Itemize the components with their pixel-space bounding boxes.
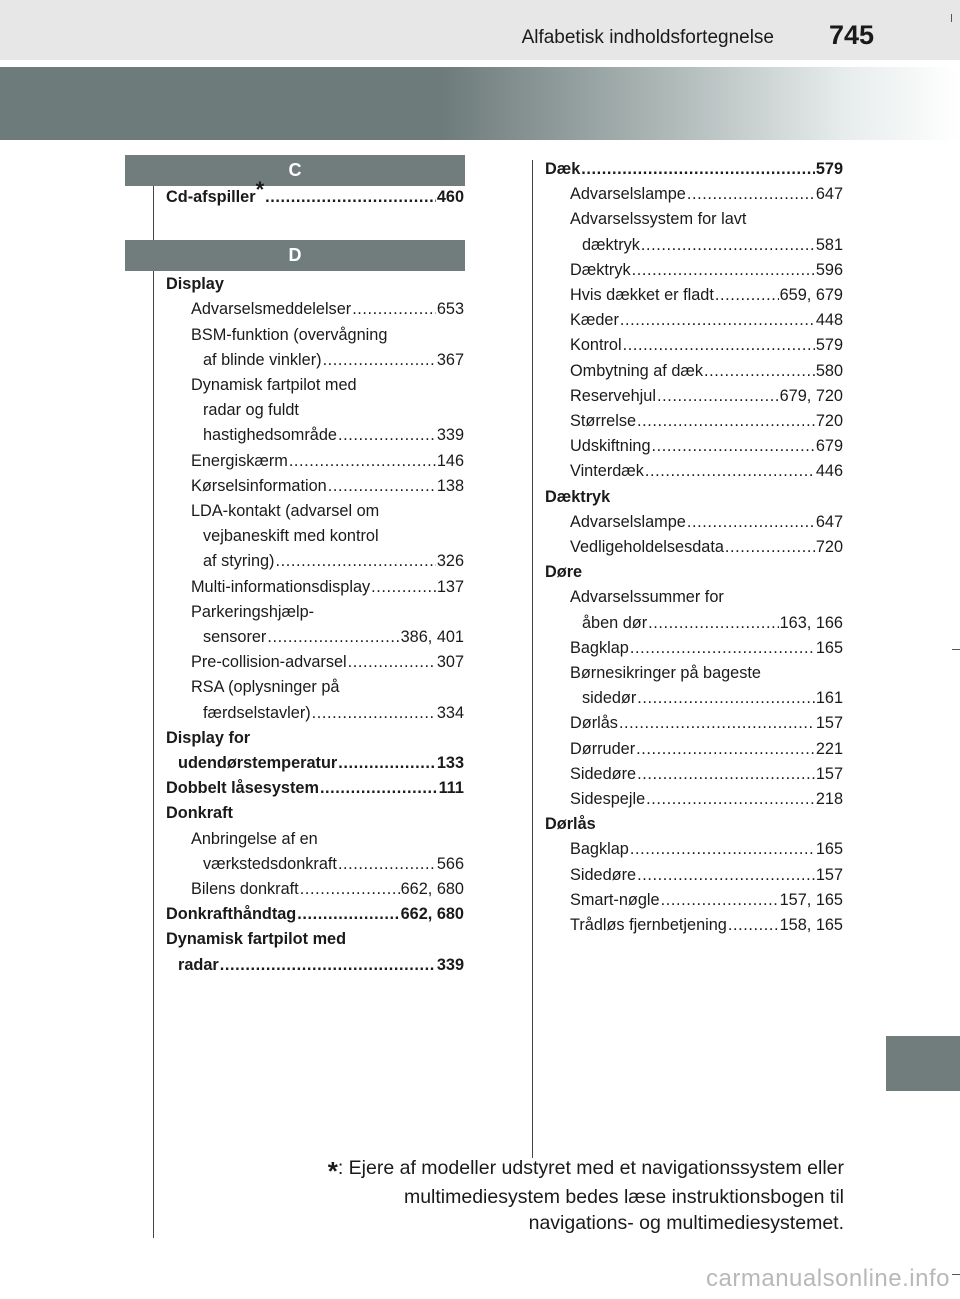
entry-page: 579 <box>815 160 843 178</box>
index-entry <box>166 272 464 297</box>
dot-leader <box>323 348 436 373</box>
entry-page: 133 <box>436 754 464 773</box>
crop-mark <box>951 14 952 22</box>
dot-leader <box>220 953 436 978</box>
entry-label: Advarselssummer for <box>570 588 724 607</box>
index-entry <box>545 384 843 409</box>
dot-leader <box>630 636 815 661</box>
chapter-side-tab <box>886 1036 960 1091</box>
entry-page: 339 <box>436 426 464 445</box>
entry-label: BSM-funktion (overvågning <box>191 325 388 344</box>
dot-leader <box>619 711 815 736</box>
entry-page: 581 <box>815 235 843 254</box>
index-entry <box>545 485 843 510</box>
dot-leader <box>328 474 436 499</box>
index-entry <box>545 283 843 308</box>
dot-leader <box>657 384 779 409</box>
index-entry <box>166 297 464 322</box>
entry-page: 165 <box>815 638 843 657</box>
dot-leader <box>704 359 815 384</box>
entry-label: åben dør <box>582 613 648 632</box>
index-entry <box>166 902 464 927</box>
entry-label: Dæktryk <box>570 260 631 279</box>
entry-page: 580 <box>815 361 843 380</box>
dot-leader <box>687 182 815 207</box>
index-entry <box>545 258 843 283</box>
entry-page: 647 <box>815 185 843 204</box>
footnote-marker: * <box>327 1156 338 1186</box>
entry-label: Pre-collision-advarsel <box>191 653 347 672</box>
dot-leader <box>348 650 436 675</box>
index-entry <box>166 852 464 877</box>
entry-label: Sidedøre <box>570 764 637 783</box>
index-entry <box>545 157 843 182</box>
entry-page: 157, 165 <box>779 890 843 909</box>
crop-mark <box>952 1274 960 1275</box>
footnote-line: multimediesystem bedes læse instruktionsbogen til <box>403 1186 844 1208</box>
entry-page: 111 <box>438 779 464 798</box>
index-entry <box>545 863 843 888</box>
dot-leader <box>338 852 436 877</box>
entry-label: Dørruder <box>570 739 636 758</box>
entry-label: Trådløs fjernbetjening <box>570 916 727 935</box>
entry-label: Advarselssystem for lavt <box>570 210 747 229</box>
entry-page: 158, 165 <box>779 916 843 935</box>
index-entry <box>166 449 464 474</box>
entry-label: Dynamisk fartpilot med <box>191 376 357 395</box>
dot-leader <box>267 625 399 650</box>
entry-page: 679, 720 <box>779 386 843 405</box>
entry-page: 579 <box>815 336 843 355</box>
index-entry <box>166 524 464 549</box>
entry-label: Børnesikringer på bageste <box>570 664 761 683</box>
entry-page: 146 <box>436 451 464 470</box>
index-entry <box>166 877 464 902</box>
entry-label: RSA (oplysninger på <box>191 678 340 697</box>
index-entry <box>166 499 464 524</box>
entry-label: færdselstavler) <box>203 703 311 722</box>
page-number: 745 <box>828 20 874 50</box>
dot-leader <box>581 157 815 182</box>
entry-label: Donkraft <box>166 804 233 823</box>
index-entry <box>545 762 843 787</box>
index-entry <box>545 711 843 736</box>
entry-page: 446 <box>815 462 843 481</box>
index-entry <box>166 701 464 726</box>
entry-page: 659, 679 <box>779 286 843 305</box>
entry-label: Sidespejle <box>570 790 646 809</box>
dot-leader <box>265 185 436 210</box>
entry-page: 161 <box>815 689 843 708</box>
entry-label: Vinterdæk <box>570 462 644 481</box>
crop-mark <box>952 649 960 650</box>
dot-leader <box>648 611 778 636</box>
entry-page: 566 <box>436 854 464 873</box>
entry-label: Dæk <box>545 160 581 178</box>
index-entry <box>545 182 843 207</box>
entry-label: Dobbelt låsesystem <box>166 779 319 798</box>
decorative-banner <box>0 67 960 140</box>
index-entry <box>166 776 464 801</box>
dot-leader <box>623 333 815 358</box>
section-header-d: D <box>125 240 465 271</box>
index-entry <box>545 535 843 560</box>
entry-label: Døre <box>545 563 583 582</box>
index-entry <box>545 459 843 484</box>
dot-leader <box>661 888 779 913</box>
dot-leader <box>632 258 815 283</box>
entry-page: 679 <box>815 437 843 456</box>
entry-label: radar <box>178 955 219 974</box>
dot-leader <box>297 902 399 927</box>
dot-leader <box>637 762 815 787</box>
entry-page: 137 <box>436 577 464 596</box>
entry-label: dæktryk <box>582 235 640 254</box>
index-column-right <box>545 157 843 938</box>
entry-page: 221 <box>815 739 843 758</box>
entry-label: radar og fuldt <box>203 401 299 420</box>
dot-leader <box>715 283 779 308</box>
footnote-marker: * <box>255 177 265 202</box>
index-entry <box>166 726 464 751</box>
entry-page: 307 <box>436 653 464 672</box>
dot-leader <box>352 297 436 322</box>
dot-leader <box>637 409 815 434</box>
index-entry <box>545 409 843 434</box>
dot-leader <box>275 549 435 574</box>
entry-label: Donkrafthåndtag <box>166 905 297 924</box>
entry-page: 339 <box>436 955 464 974</box>
dot-leader <box>289 449 436 474</box>
entry-page: 662, 680 <box>400 880 464 899</box>
entry-label: Kontrol <box>570 336 622 355</box>
entry-label: Advarselslampe <box>570 185 686 204</box>
entry-page: 157 <box>815 714 843 733</box>
index-entry <box>545 812 843 837</box>
section-header-c: C <box>125 155 465 186</box>
entry-page: 138 <box>436 476 464 495</box>
dot-leader <box>637 863 815 888</box>
entry-label: Display for <box>166 728 251 747</box>
entry-label: Cd-afspiller <box>166 188 256 206</box>
dot-leader <box>728 913 779 938</box>
index-entry <box>545 560 843 585</box>
entry-page: 163, 166 <box>779 613 843 632</box>
entry-label: hastighedsområde <box>203 426 337 445</box>
index-entry <box>545 359 843 384</box>
entry-label: LDA-kontakt (advarsel om <box>191 502 380 521</box>
entry-label: Reservehjul <box>570 386 656 405</box>
index-entry <box>166 549 464 574</box>
dot-leader <box>645 459 815 484</box>
entry-page: 165 <box>815 840 843 859</box>
footnote <box>224 1155 844 1236</box>
entry-label: Bilens donkraft <box>191 880 299 899</box>
index-entry <box>166 398 464 423</box>
entry-page: 334 <box>436 703 464 722</box>
entry-label: Ombytning af dæk <box>570 361 704 380</box>
dot-leader <box>641 233 815 258</box>
index-entry <box>166 323 464 348</box>
index-entry <box>545 737 843 762</box>
dot-leader <box>338 751 436 776</box>
index-entry <box>545 661 843 686</box>
dot-leader <box>637 686 815 711</box>
footnote-line: : Ejere af modeller udstyret med et navigationssystem eller <box>337 1157 844 1179</box>
dot-leader <box>300 877 400 902</box>
index-entry <box>166 675 464 700</box>
index-entry <box>166 751 464 776</box>
index-entry <box>545 611 843 636</box>
entry-page: 653 <box>436 300 464 319</box>
entry-page: 218 <box>815 790 843 809</box>
entry-page: 720 <box>815 538 843 557</box>
dot-leader <box>687 510 815 535</box>
footnote-line: navigations- og multimediesystemet. <box>528 1212 844 1234</box>
entry-page: 448 <box>815 311 843 330</box>
entry-page: 157 <box>815 865 843 884</box>
entry-label: Advarselsmeddelelser <box>191 300 352 319</box>
index-entry <box>545 233 843 258</box>
index-entry <box>166 600 464 625</box>
index-entry <box>545 787 843 812</box>
dot-leader <box>630 837 815 862</box>
index-entry <box>166 177 464 210</box>
index-entry <box>545 686 843 711</box>
entry-label: af styring) <box>203 552 275 571</box>
entry-label: Bagklap <box>570 840 629 859</box>
index-entry <box>545 434 843 459</box>
index-entry <box>166 575 464 600</box>
index-entry <box>166 474 464 499</box>
dot-leader <box>312 701 436 726</box>
dot-leader <box>636 737 815 762</box>
dot-leader <box>652 434 815 459</box>
dot-leader <box>371 575 436 600</box>
watermark: carmanualsonline.info <box>706 1265 950 1292</box>
entry-label: udendørstemperatur <box>178 754 338 773</box>
entry-label: Vedligeholdelsesdata <box>570 538 724 557</box>
entry-label: Bagklap <box>570 638 629 657</box>
dot-leader <box>725 535 815 560</box>
index-entry <box>545 207 843 232</box>
index-entry <box>545 636 843 661</box>
dot-leader <box>646 787 815 812</box>
entry-label: værkstedsdonkraft <box>203 854 337 873</box>
index-entry <box>545 510 843 535</box>
dot-leader <box>320 776 438 801</box>
index-column-left <box>166 177 464 978</box>
column-divider-rule <box>532 160 533 1158</box>
index-entry <box>545 308 843 333</box>
entry-page: 157 <box>815 764 843 783</box>
index-entry <box>166 373 464 398</box>
index-entry <box>166 801 464 826</box>
entry-page: 596 <box>815 260 843 279</box>
index-entry <box>166 625 464 650</box>
entry-label: Sidedøre <box>570 865 637 884</box>
entry-label: Dæktryk <box>545 487 611 506</box>
entry-label: af blinde vinkler) <box>203 350 322 369</box>
entry-label: Kørselsinformation <box>191 476 327 495</box>
dot-leader <box>620 308 815 333</box>
entry-label: vejbaneskift med kontrol <box>203 527 379 546</box>
entry-page: 367 <box>436 350 464 369</box>
left-column-rule <box>153 160 154 1238</box>
index-entry <box>545 333 843 358</box>
header-bar <box>0 0 960 60</box>
index-entry <box>166 348 464 373</box>
index-entry <box>166 650 464 675</box>
dot-leader <box>338 423 436 448</box>
entry-label: Udskiftning <box>570 437 651 456</box>
index-entry <box>166 927 464 952</box>
entry-label: Kæder <box>570 311 619 330</box>
entry-label: Anbringelse af en <box>191 829 318 848</box>
entry-page: 662, 680 <box>400 905 464 924</box>
index-entry <box>545 913 843 938</box>
entry-page: 720 <box>815 412 843 431</box>
entry-label: Advarselslampe <box>570 512 686 531</box>
index-entry <box>166 953 464 978</box>
entry-label: sidedør <box>582 689 637 708</box>
entry-label: sensorer <box>203 628 267 647</box>
entry-label: Smart-nøgle <box>570 890 660 909</box>
entry-label: Display <box>166 275 224 294</box>
entry-label: Energiskærm <box>191 451 288 470</box>
entry-label: Dørlås <box>545 815 596 834</box>
entry-label: Multi-informationsdisplay <box>191 577 371 596</box>
entry-page: 647 <box>815 512 843 531</box>
index-entry <box>545 837 843 862</box>
entry-label: Hvis dækket er fladt <box>570 286 714 305</box>
index-entry <box>166 827 464 852</box>
entry-page: 460 <box>436 188 464 206</box>
entry-page: 326 <box>436 552 464 571</box>
entry-label: Dørlås <box>570 714 618 733</box>
entry-label: Størrelse <box>570 412 637 431</box>
index-entry <box>166 423 464 448</box>
entry-label: Parkeringshjælp- <box>191 602 315 621</box>
index-entry <box>545 585 843 610</box>
chapter-title: Alfabetisk indholdsfortegnelse <box>521 27 774 48</box>
index-entry <box>545 888 843 913</box>
entry-label: Dynamisk fartpilot med <box>166 930 347 949</box>
entry-page: 386, 401 <box>400 628 464 647</box>
